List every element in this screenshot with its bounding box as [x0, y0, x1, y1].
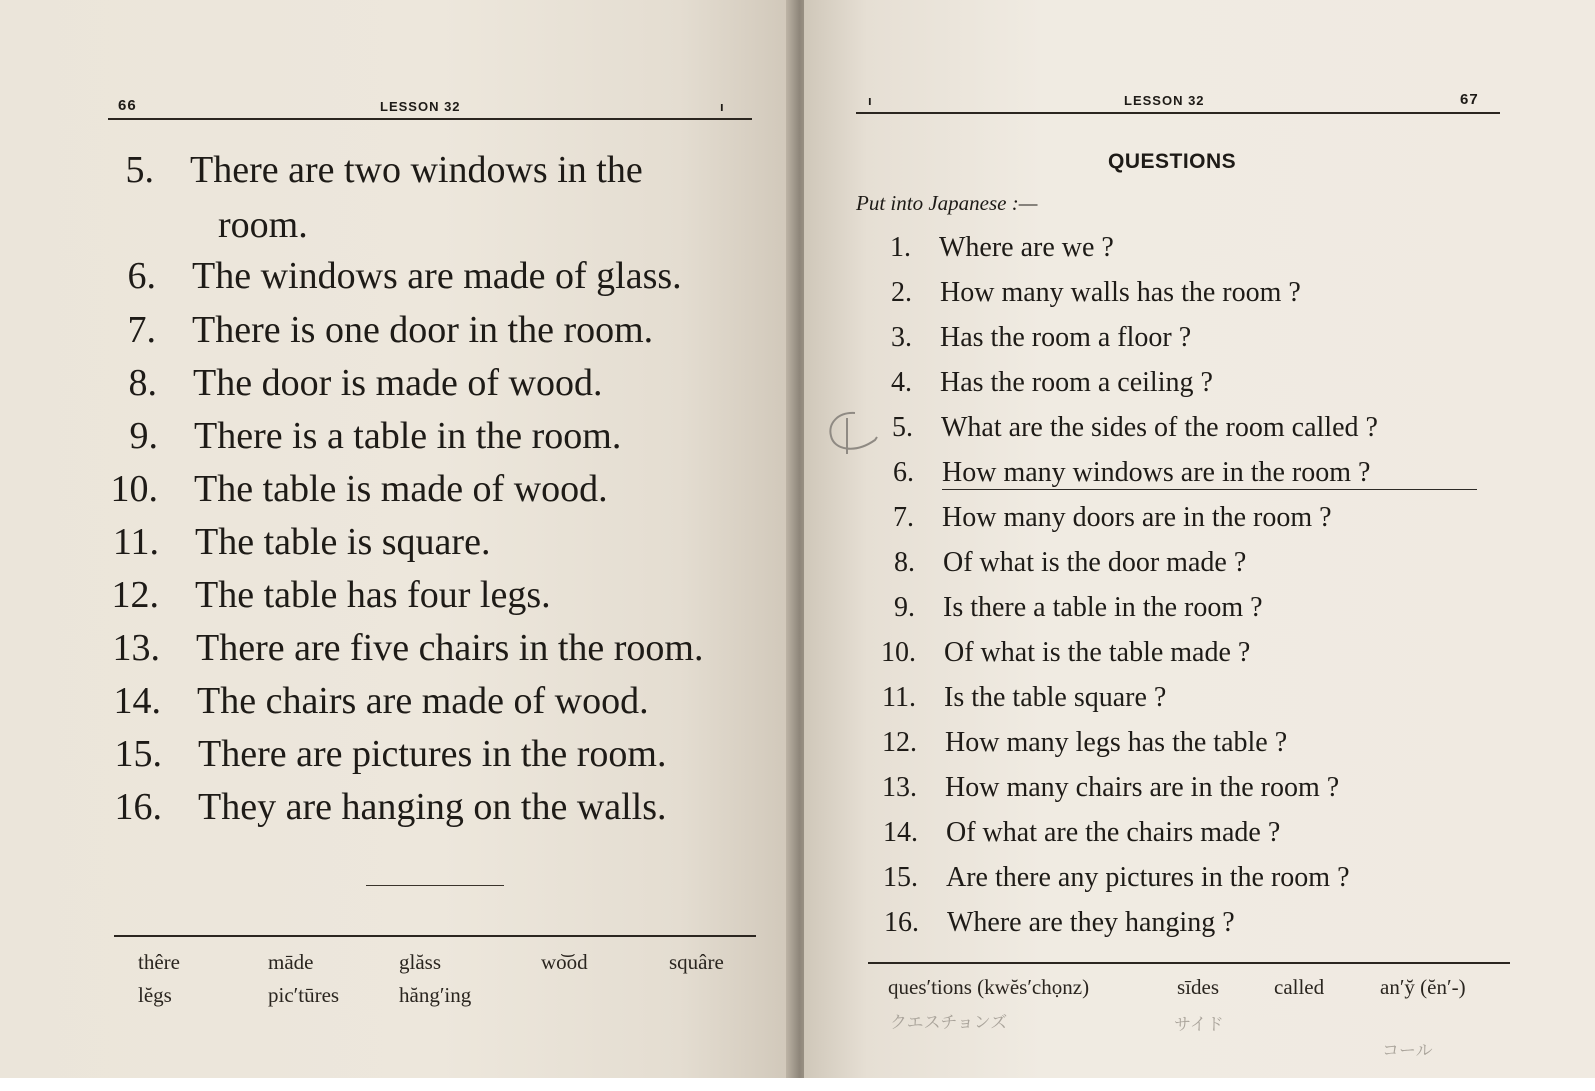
item-number: 16.	[114, 786, 162, 828]
item-number: 5.	[125, 149, 154, 191]
item-text: How many chairs are in the room ?	[945, 772, 1340, 803]
vocabulary-word: an′y̆ (ĕn′-)	[1380, 975, 1466, 999]
item-text: The table has four legs.	[195, 574, 551, 616]
item-number: 16.	[884, 907, 919, 938]
vocabulary-word: thêre	[138, 950, 180, 974]
handwritten-note: クエスチョンズ	[890, 1013, 1008, 1032]
item-number: 10.	[881, 637, 916, 668]
pencil-circle-mark	[825, 410, 879, 456]
item-text: Are there any pictures in the room ?	[946, 862, 1350, 893]
item-text: There is a table in the room.	[194, 415, 622, 457]
item-text: The table is made of wood.	[194, 468, 608, 510]
item-text: The windows are made of glass.	[192, 255, 682, 297]
vocabulary-word: ques′tions (kwĕs′chọnz)	[888, 975, 1090, 999]
item-number: 9.	[894, 592, 915, 623]
left-page-number: 66	[118, 97, 137, 114]
item-number: 2.	[891, 277, 912, 308]
item-number: 13.	[112, 627, 160, 669]
item-number: 1.	[890, 232, 911, 263]
item-text: The chairs are made of wood.	[197, 680, 649, 722]
item-number: 11.	[112, 521, 159, 563]
item-text: The table is square.	[195, 521, 491, 563]
item-text: How many windows are in the room ?	[942, 457, 1371, 488]
item-number: 8.	[894, 547, 915, 578]
item-text: There are two windows in the	[190, 149, 643, 191]
item-number: 12.	[111, 574, 159, 616]
item-number: 13.	[882, 772, 917, 803]
item-number: 5.	[892, 412, 913, 443]
item-number: 6.	[893, 457, 914, 488]
right-lesson-label: LESSON 32	[1124, 93, 1205, 108]
pencil-underline	[942, 489, 1477, 490]
section-title: QUESTIONS	[1108, 150, 1237, 173]
item-text: Where are they hanging ?	[947, 907, 1235, 938]
item-text: There are pictures in the room.	[198, 733, 667, 775]
item-number: 15.	[883, 862, 918, 893]
left-lesson-label: LESSON 32	[380, 99, 461, 114]
item-number: 14.	[113, 680, 161, 722]
vocabulary-word: squâre	[669, 950, 724, 974]
item-text: They are hanging on the walls.	[198, 786, 667, 828]
item-number: 15.	[114, 733, 162, 775]
right-margin-marker: ı	[868, 93, 873, 108]
right-page-number: 67	[1460, 91, 1479, 108]
vocabulary-word: hăng′ing	[399, 983, 472, 1007]
vocabulary-word: wo͝od	[541, 950, 588, 974]
handwritten-note: コール	[1382, 1041, 1433, 1060]
item-text: Has the room a ceiling ?	[940, 367, 1213, 398]
item-text: Where are we ?	[939, 232, 1114, 263]
item-number: 7.	[127, 309, 156, 351]
left-margin-marker: ı	[720, 99, 725, 114]
item-text: How many legs has the table ?	[945, 727, 1288, 758]
instruction-text: Put into Japanese :—	[856, 191, 1038, 215]
item-text: room.	[218, 204, 308, 246]
item-text: Has the room a floor ?	[940, 322, 1192, 353]
item-number: 10.	[110, 468, 158, 510]
item-text: Of what is the table made ?	[944, 637, 1251, 668]
item-text: What are the sides of the room called ?	[941, 412, 1378, 443]
handwritten-note: サイド	[1174, 1015, 1224, 1034]
vocabulary-word: pic′tūres	[268, 983, 340, 1007]
item-text: There is one door in the room.	[192, 309, 654, 351]
item-number: 8.	[128, 362, 157, 404]
item-number: 7.	[893, 502, 914, 533]
item-text: How many walls has the room ?	[940, 277, 1301, 308]
item-text: Of what are the chairs made ?	[946, 817, 1281, 848]
item-number: 6.	[127, 255, 156, 297]
item-number: 9.	[129, 415, 158, 457]
item-number: 12.	[882, 727, 917, 758]
item-number: 11.	[882, 682, 916, 713]
item-text: Is the table square ?	[944, 682, 1167, 713]
right-vocabulary-rule	[868, 962, 1510, 964]
item-text: Of what is the door made ?	[943, 547, 1247, 578]
item-text: How many doors are in the room ?	[942, 502, 1332, 533]
item-text: The door is made of wood.	[193, 362, 603, 404]
vocabulary-word: māde	[268, 950, 314, 974]
vocabulary-word: lĕgs	[138, 983, 172, 1007]
item-text: There are five chairs in the room.	[196, 627, 704, 669]
vocabulary-word: called	[1274, 975, 1325, 999]
item-text: Is there a table in the room ?	[943, 592, 1263, 623]
vocabulary-word: sīdes	[1177, 975, 1219, 999]
item-number: 4.	[891, 367, 912, 398]
item-number: 3.	[891, 322, 912, 353]
item-number: 14.	[883, 817, 918, 848]
vocabulary-word: glăss	[399, 950, 441, 974]
